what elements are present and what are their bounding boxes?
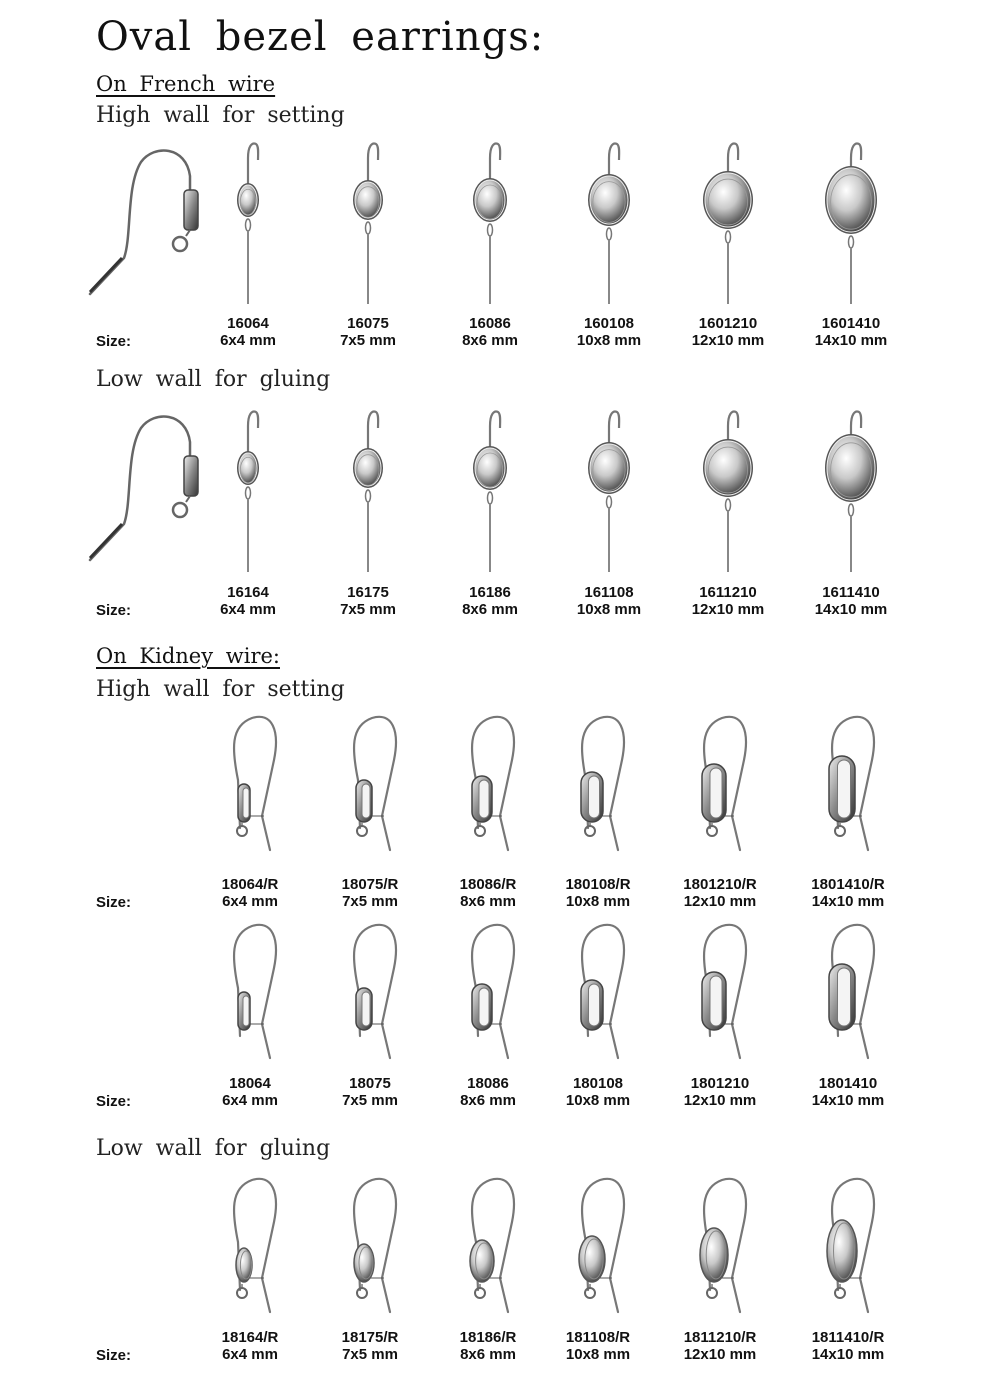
kidney-wire-earring-image (670, 710, 770, 860)
item-code: 1811410/R (811, 1329, 885, 1346)
item-code: 18086/R (459, 876, 517, 893)
kidney-wire-earring-image (798, 1172, 898, 1322)
french-high-subtitle: High wall for setting (96, 103, 345, 128)
kidney-wire-earring-image (320, 918, 420, 1068)
french-wire-earring-image (821, 142, 881, 312)
kidney-wire-earring-image (548, 918, 648, 1068)
item-code: 16086 (469, 315, 511, 332)
item-code: 180108 (572, 1075, 624, 1092)
french-wire-earring-image (460, 410, 520, 580)
item-code: 1801210 (690, 1075, 750, 1092)
kidney-wire-earring-image (438, 918, 538, 1068)
item-size: 14x10 mm (811, 1092, 885, 1109)
item-code: 180108/R (565, 876, 631, 893)
item-code: 16064 (227, 315, 269, 332)
item-code: 1801410/R (811, 876, 885, 893)
kidney-wire-earring-image (200, 918, 300, 1068)
item-size: 8x6 mm (460, 893, 516, 910)
size-label: Size: (96, 1347, 132, 1364)
french-wire-earring-image (698, 410, 758, 580)
item-size: 7x5 mm (342, 893, 398, 910)
item-size: 10x8 mm (565, 1092, 631, 1109)
item-size: 6x4 mm (222, 893, 278, 910)
kidney-wire-heading: On Kidney wire: (96, 644, 280, 668)
french-wire-earring-image (698, 142, 758, 312)
page-title: Oval bezel earrings: (96, 14, 545, 60)
item-code: 1811210/R (683, 1329, 757, 1346)
item-size: 7x5 mm (340, 332, 396, 349)
kidney-wire-earring-image (438, 710, 538, 860)
item-size: 12x10 mm (683, 1092, 757, 1109)
french-wire-earring-image (338, 142, 398, 312)
kidney-high-subtitle: High wall for setting (96, 677, 345, 702)
kidney-wire-earring-image (670, 918, 770, 1068)
item-code: 16186 (469, 584, 511, 601)
item-code: 18186/R (459, 1329, 517, 1346)
item-size: 14x10 mm (814, 332, 888, 349)
item-size: 10x8 mm (565, 893, 631, 910)
item-size: 8x6 mm (462, 601, 518, 618)
french-wire-heading: On French wire (96, 72, 276, 96)
kidney-wire-earring-image (200, 1172, 300, 1322)
item-size: 6x4 mm (220, 332, 276, 349)
french-wire-earring-image (338, 410, 398, 580)
item-size: 14x10 mm (811, 893, 885, 910)
item-size: 8x6 mm (460, 1092, 516, 1109)
kidney-wire-earring-image (670, 1172, 770, 1322)
item-code: 1611410 (822, 584, 880, 601)
item-size: 6x4 mm (220, 601, 276, 618)
kidney-wire-earring-image (438, 1172, 538, 1322)
french-wire-side-image (86, 412, 206, 572)
kidney-wire-earring-image (320, 710, 420, 860)
item-code: 181108/R (565, 1329, 631, 1346)
item-code: 18064/R (221, 876, 279, 893)
item-code: 1611210 (699, 584, 757, 601)
kidney-wire-earring-image (798, 918, 898, 1068)
item-size: 10x8 mm (576, 601, 642, 618)
kidney-wire-earring-image (798, 710, 898, 860)
item-size: 8x6 mm (460, 1346, 516, 1363)
item-code: 1801210/R (683, 876, 757, 893)
french-wire-side-image (86, 146, 206, 306)
item-code: 18086 (467, 1075, 509, 1092)
item-size: 12x10 mm (683, 893, 757, 910)
kidney-wire-earring-image (200, 710, 300, 860)
size-label: Size: (96, 1093, 132, 1110)
french-wire-earring-image (579, 142, 639, 312)
item-size: 7x5 mm (340, 601, 396, 618)
french-wire-earring-image (579, 410, 639, 580)
kidney-wire-earring-image (548, 1172, 648, 1322)
item-size: 12x10 mm (691, 332, 765, 349)
item-size: 6x4 mm (222, 1346, 278, 1363)
item-code: 161108 (584, 584, 634, 601)
item-code: 1601210 (698, 315, 758, 332)
item-code: 16164 (227, 584, 269, 601)
size-label: Size: (96, 602, 132, 619)
item-code: 16175 (347, 584, 389, 601)
item-size: 10x8 mm (565, 1346, 631, 1363)
kidney-wire-earring-image (548, 710, 648, 860)
french-wire-earring-image (218, 142, 278, 312)
item-code: 18064 (229, 1075, 271, 1092)
item-size: 6x4 mm (222, 1092, 278, 1109)
kidney-low-subtitle: Low wall for gluing (96, 1136, 331, 1161)
item-size: 14x10 mm (811, 1346, 885, 1363)
size-label: Size: (96, 333, 132, 350)
item-size: 12x10 mm (691, 601, 765, 618)
item-size: 10x8 mm (576, 332, 642, 349)
item-size: 14x10 mm (814, 601, 888, 618)
item-size: 8x6 mm (462, 332, 518, 349)
item-code: 160108 (583, 315, 635, 332)
item-size: 7x5 mm (342, 1346, 398, 1363)
item-size: 12x10 mm (683, 1346, 757, 1363)
item-code: 16075 (347, 315, 389, 332)
french-wire-earring-image (218, 410, 278, 580)
item-code: 1601410 (821, 315, 881, 332)
french-wire-earring-image (821, 410, 881, 580)
french-low-subtitle: Low wall for gluing (96, 367, 331, 392)
kidney-wire-earring-image (320, 1172, 420, 1322)
item-code: 18164/R (221, 1329, 279, 1346)
item-code: 1801410 (818, 1075, 878, 1092)
item-size: 7x5 mm (342, 1092, 398, 1109)
item-code: 18075 (349, 1075, 391, 1092)
french-wire-earring-image (460, 142, 520, 312)
size-label: Size: (96, 894, 132, 911)
item-code: 18175/R (341, 1329, 399, 1346)
item-code: 18075/R (341, 876, 399, 893)
